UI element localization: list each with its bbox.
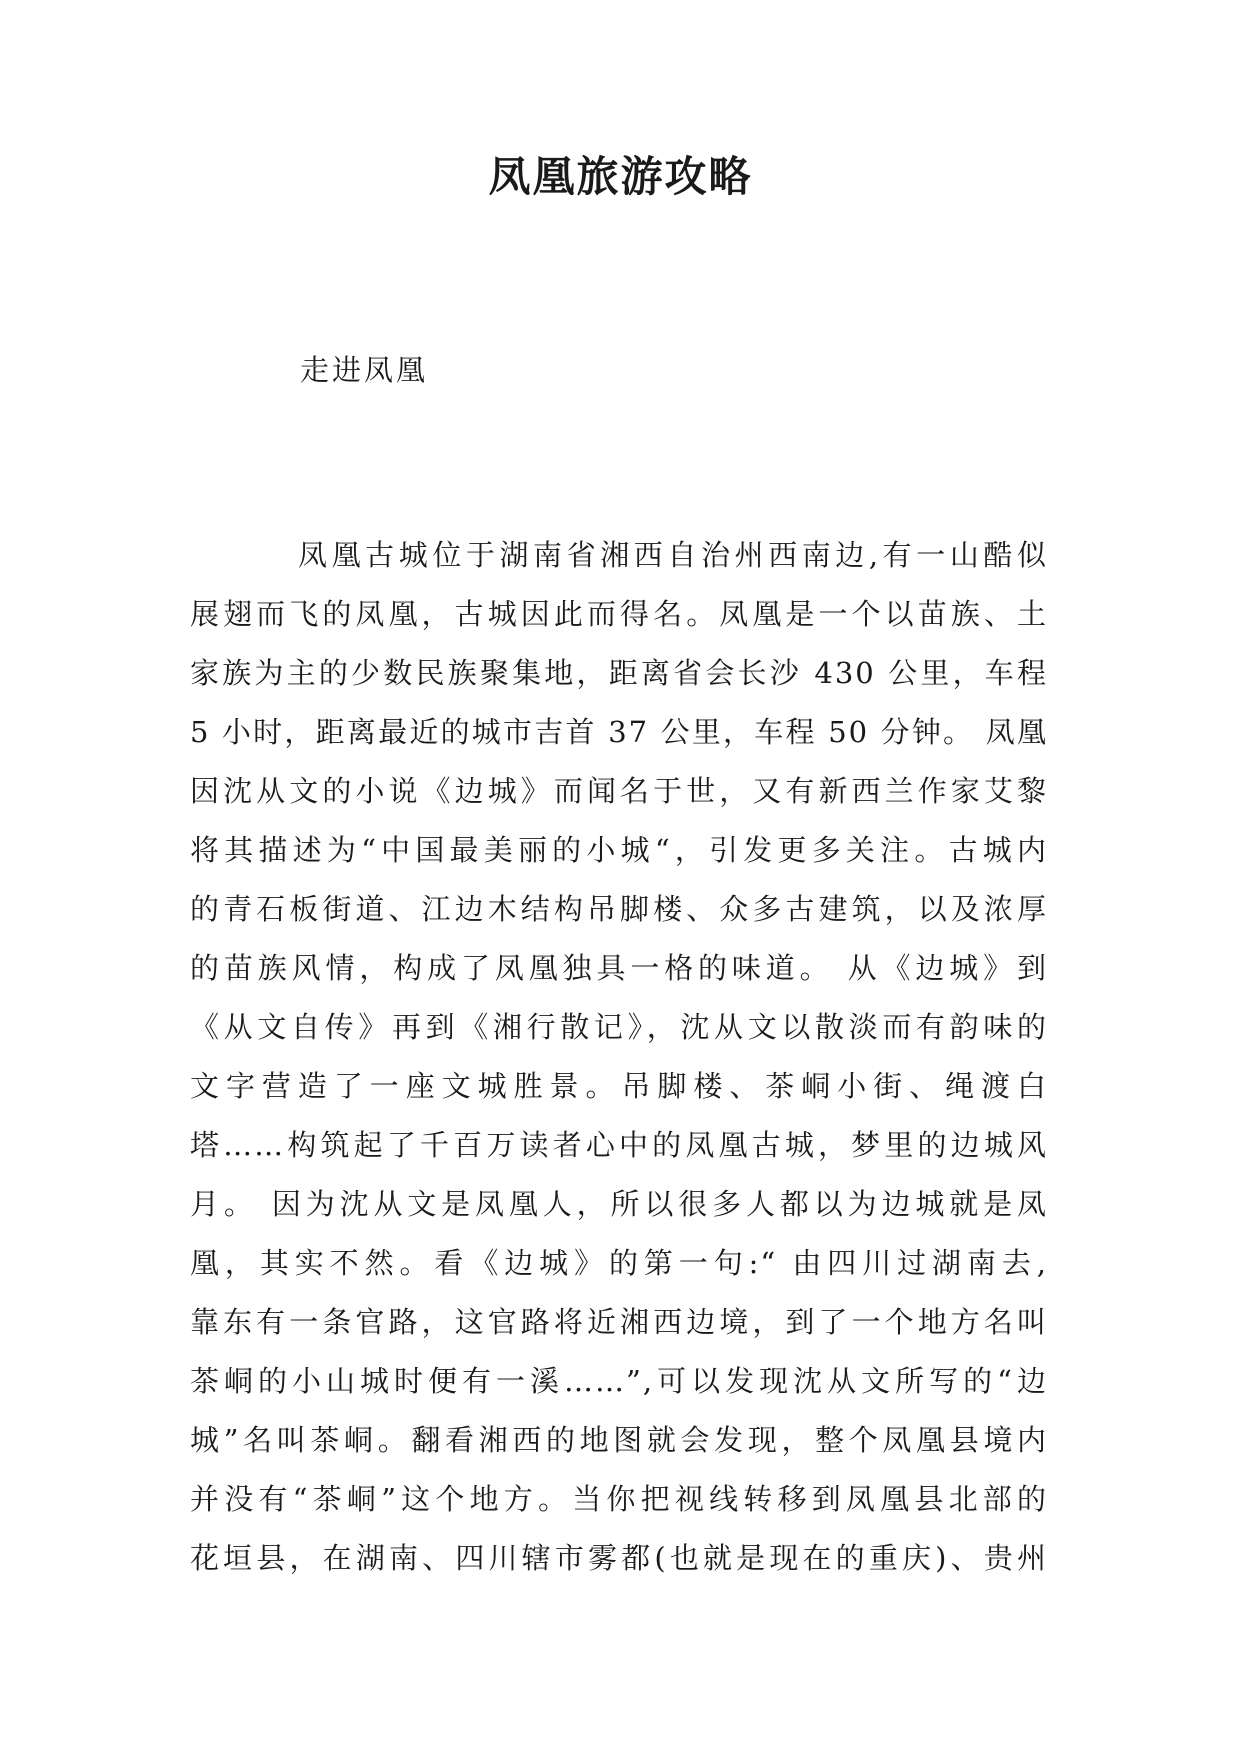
body-line: 文字营造了一座文城胜景。吊脚楼、茶峒小街、绳渡白 xyxy=(190,1069,1048,1103)
body-line: 展翅而飞的凤凰，古城因此而得名。凤凰是一个以苗族、土 xyxy=(190,597,1048,631)
document-title: 凤凰旅游攻略 xyxy=(488,152,753,201)
body-line: 家族为主的少数民族聚集地，距离省会长沙 430 公里，车程 xyxy=(190,656,1048,690)
body-line: 的青石板街道、江边木结构吊脚楼、众多古建筑，以及浓厚 xyxy=(190,892,1048,926)
section-heading: 走进凤凰 xyxy=(300,353,429,387)
body-line: 并没有“茶峒”这个地方。当你把视线转移到凤凰县北部的 xyxy=(190,1482,1048,1516)
body-line: 凰，其实不然。看《边城》的第一句:“ 由四川过湖南去, xyxy=(190,1246,1048,1280)
body-line: 靠东有一条官路，这官路将近湘西边境，到了一个地方名叫 xyxy=(190,1305,1048,1339)
body-line: 因沈从文的小说《边城》而闻名于世，又有新西兰作家艾黎 xyxy=(190,774,1048,808)
body-line: 《从文自传》再到《湘行散记》，沈从文以散淡而有韵味的 xyxy=(190,1010,1048,1044)
body-line: 将其描述为“中国最美丽的小城“，引发更多关注。古城内 xyxy=(190,833,1048,867)
body-line: 5 小时，距离最近的城市吉首 37 公里，车程 50 分钟。 凤凰 xyxy=(190,715,1048,749)
body-line: 塔……构筑起了千百万读者心中的凤凰古城，梦里的边城风 xyxy=(190,1128,1048,1162)
body-line: 月。 因为沈从文是凤凰人，所以很多人都以为边城就是凤 xyxy=(190,1187,1048,1221)
body-line: 凤凰古城位于湖南省湘西自治州西南边,有一山酷似 xyxy=(298,538,1048,572)
body-line: 花垣县，在湖南、四川辖市雾都(也就是现在的重庆)、贵州 xyxy=(190,1541,1048,1575)
body-line: 茶峒的小山城时便有一溪……”,可以发现沈从文所写的“边 xyxy=(190,1364,1048,1398)
body-line: 的苗族风情，构成了凤凰独具一格的味道。 从《边城》到 xyxy=(190,951,1048,985)
body-paragraph xyxy=(190,526,1048,1588)
body-line: 城”名叫茶峒。翻看湘西的地图就会发现，整个凤凰县境内 xyxy=(190,1423,1048,1457)
